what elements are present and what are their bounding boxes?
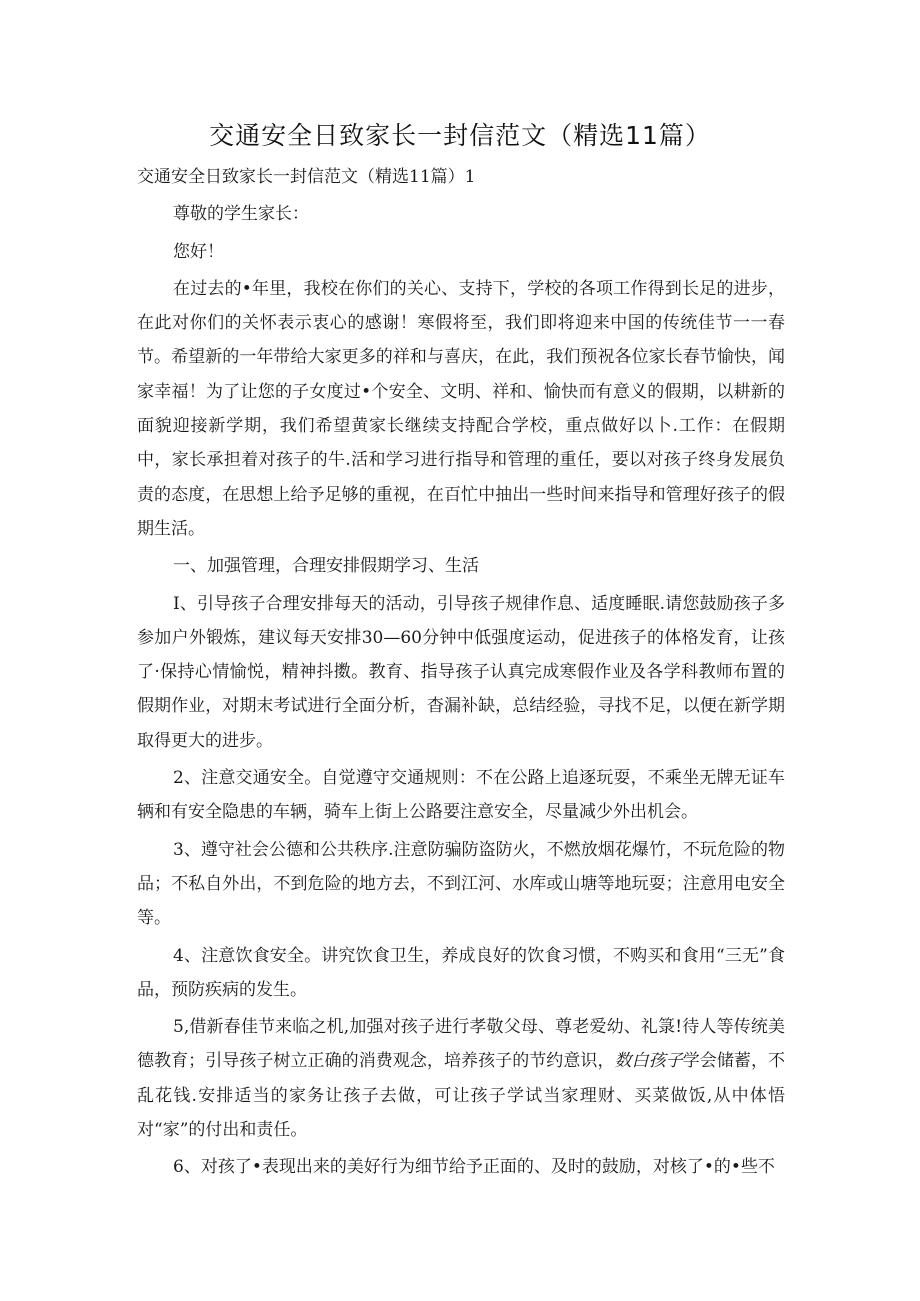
list-item-5-part1: 5,借新春佳节来临之机,加强对孩子进行孝敬父母、尊老爱幼、礼箓!待人等传统美德教育；引导孩子树立正确的消费观念，培养孩子的节约意识， bbox=[137, 1017, 785, 1072]
list-item-5-part2: 学会储蓄，不乱花钱.安排适当的家务让孩子去做，可让孩子学试当家理财、买菜做饭,从中体悟对“家”的付出和责任。 bbox=[137, 1051, 786, 1141]
document-subtitle: 交通安全日致家长一封信范文（精选11篇）1 bbox=[137, 167, 476, 187]
document-body bbox=[137, 160, 785, 1185]
list-item-3: 3、遵守社会公德和公共秩序.注意防骗防盗防火，不燃放烟花爆竹，不玩危险的物品；不私自外出，不到危险的地方去，不到江河、水库或山塘等地玩耍；注意用电安全等。 bbox=[137, 839, 785, 929]
salutation: 尊敬的学生家长： bbox=[173, 204, 309, 225]
document-title: 交通安全日致家长一封信范文（精选11篇） bbox=[209, 121, 711, 150]
list-item-2: 2、注意交通安全。自觉遵守交通规则：不在公路上追逐玩耍，不乘坐无牌无证车辆和有安全隐患的车辆，骑车上街上公路要注意安全，尽量减少外出机会。 bbox=[137, 768, 785, 823]
list-item-1: I、引导孩子合理安排每天的活动，引导孩子规律作息、适度睡眠.请您鼓励孩子多参加户外锻炼，建议每天安排30—60分钟中低强度运动，促进孩子的体格发育，让孩了·保持心情愉悦，精神抖擞。教育、指导孩子认真完成寒假作业及各学科教师布置的假期作业，对期末考试进行全面分析，杳漏补缺，总结经验，寻找不足，以便在新学期取得更大的进步。 bbox=[137, 593, 785, 751]
section-heading: 一、加强管理，合理安排假期学习、生活 bbox=[173, 556, 479, 577]
intro-paragraph: 在过去的•年里，我校在你们的关心、支持下，学校的各项工作得到长足的进步，在此对你们的关怀表示衷心的感谢！寒假将至，我们即将迎来中国的传统佳节一一春节。希望新的一年带给大家更多的祥和与喜庆，在此，我们预祝各位家长春节愉快，闻家幸福！为了让您的子女度过•个安全、文明、祥和、愉快而有意义的假期，以耕新的面貌迎接新学期，我们希望黄家长继续支持配合学校，重点做好以卜.工作：在假期中，家长承担着对孩子的牛.活和学习进行指导和管理的重任，要以对孩子终身发展负责的态度，在思想上给予足够的重视，在百忙中抽出一些时间来指导和管理好孩子的假期生活。 bbox=[137, 278, 785, 539]
list-item-6: 6、对孩了•表现出来的美好行为细节给予正面的、及时的鼓励，对核了•的•些不 bbox=[173, 1157, 775, 1178]
list-item-5-italic: 数白孩子 bbox=[614, 1051, 683, 1072]
list-item-5 bbox=[137, 1010, 785, 1147]
list-item-4: 4、注意饮食安全。讲究饮食卫生，养成良好的饮食习惯，不购买和食用“三无”食品，预防疾病的发生。 bbox=[137, 945, 785, 1000]
greeting: 您好！ bbox=[173, 241, 224, 262]
